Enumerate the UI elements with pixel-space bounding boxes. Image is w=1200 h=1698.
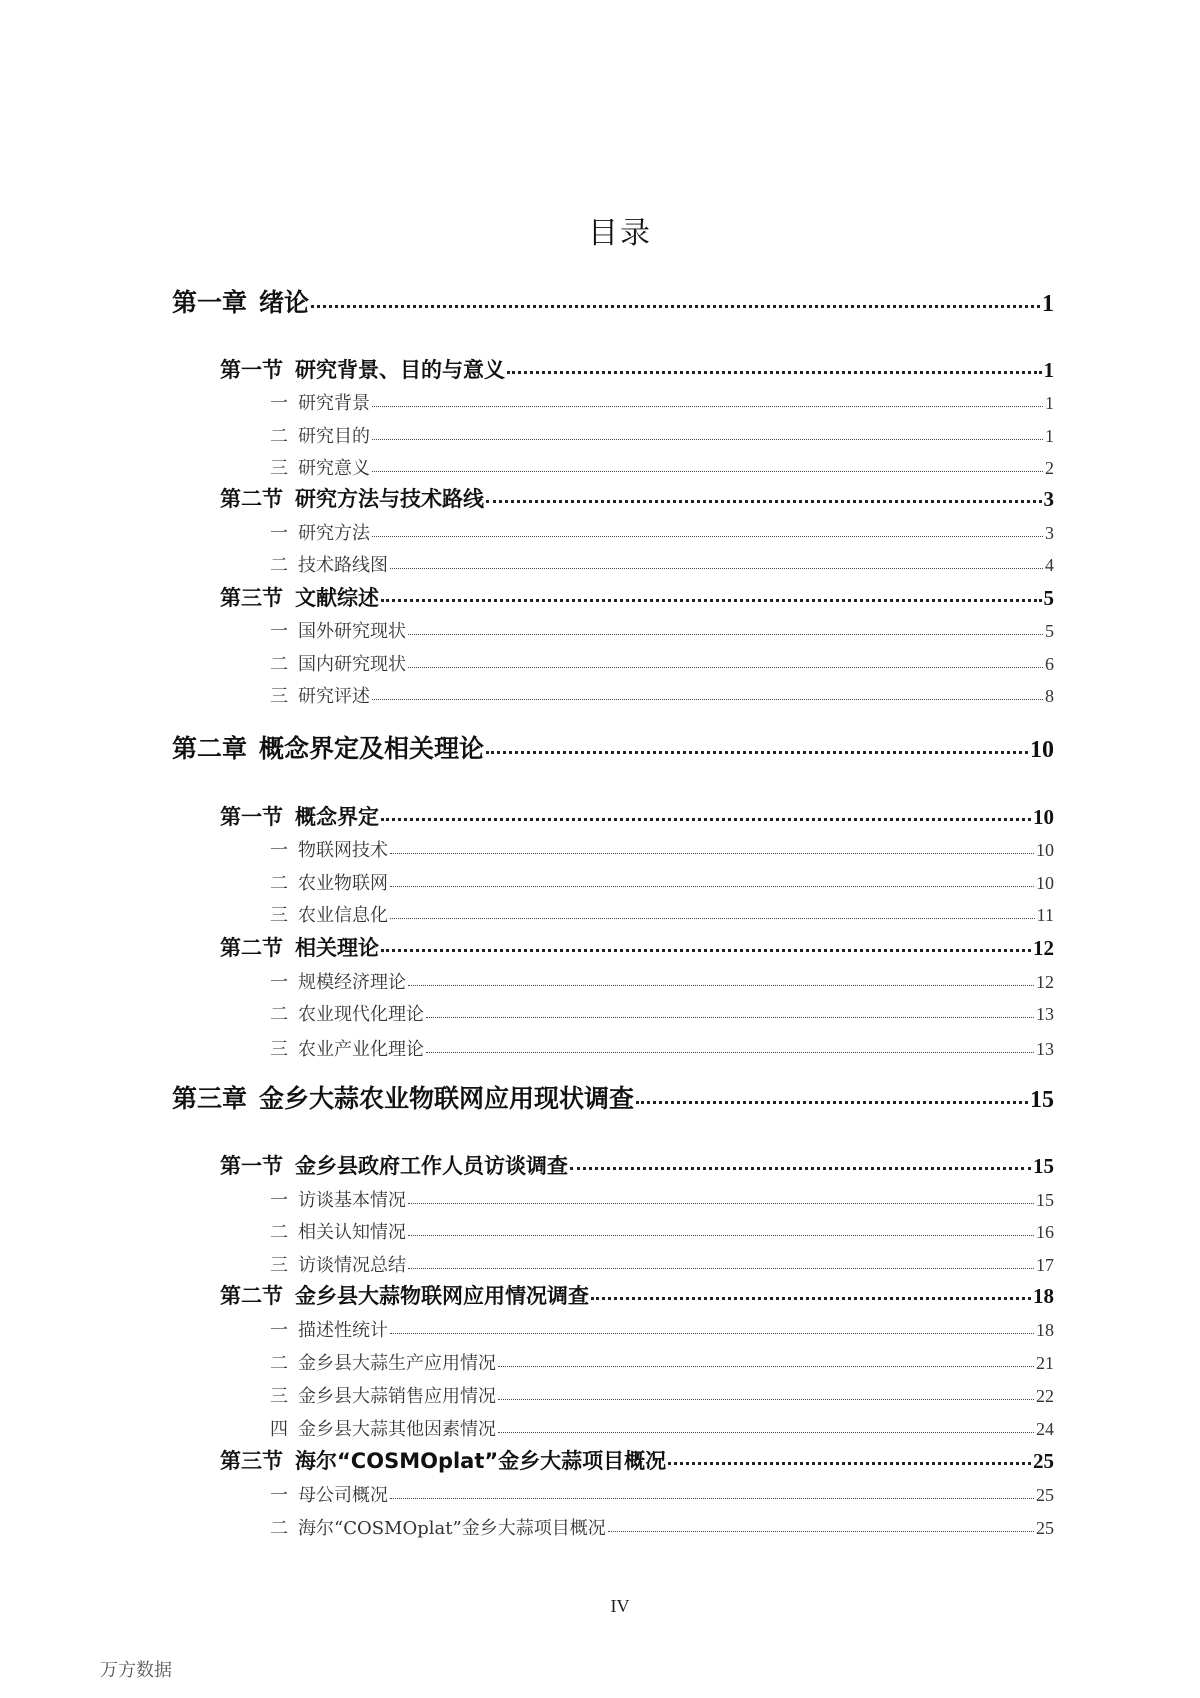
toc-entry-number: 一 (270, 972, 288, 993)
toc-entry-page-number[interactable]: 1 (1042, 291, 1054, 317)
toc-entry-page-number[interactable]: 10 (1036, 840, 1054, 860)
toc-entry-section[interactable] (220, 1446, 1054, 1476)
toc-entry-section[interactable] (220, 355, 1054, 385)
toc-entry-page-number[interactable]: 3 (1043, 487, 1054, 511)
toc-entry-label (270, 423, 370, 451)
watermark-text: 万方数据 (100, 1660, 172, 1681)
toc-entry-page-number[interactable]: 8 (1045, 686, 1054, 706)
toc-entry-title[interactable]: 金乡县大蒜生产应用情况 (298, 1353, 496, 1374)
dot-leader (390, 838, 1034, 856)
dot-leader (390, 1483, 1034, 1501)
toc-entry-label (220, 484, 484, 514)
toc-entry-number: 三 (270, 458, 288, 479)
toc-entry-sub[interactable] (270, 1035, 1054, 1064)
toc-entry-section[interactable] (220, 1281, 1054, 1311)
toc-entry-title[interactable]: 金乡县大蒜物联网应用情况调查 (295, 1284, 589, 1308)
toc-entry-sub[interactable] (270, 901, 1054, 930)
toc-entry-label (270, 902, 388, 930)
toc-entry-number: 第二节 (220, 487, 283, 511)
toc-entry-number: 三 (270, 1386, 288, 1407)
toc-entry-page-number[interactable]: 12 (1036, 972, 1054, 992)
toc-entry-label (220, 933, 379, 963)
dot-leader (390, 1318, 1034, 1336)
toc-entry-section[interactable] (220, 1151, 1054, 1181)
dot-leader (498, 1351, 1034, 1369)
toc-entry-page-number[interactable]: 4 (1045, 555, 1054, 575)
toc-entry-label (270, 837, 388, 865)
toc-entry-number: 一 (270, 1320, 288, 1341)
toc-entry-title[interactable]: 访谈基本情况 (298, 1190, 406, 1211)
toc-entry-page-number[interactable]: 25 (1033, 1449, 1054, 1473)
toc-entry-label (220, 802, 379, 832)
toc-entry-page-number[interactable]: 6 (1045, 654, 1054, 674)
toc-entry-page-number[interactable]: 13 (1036, 1039, 1054, 1059)
toc-entry-page-number[interactable]: 22 (1036, 1386, 1054, 1406)
toc-entry-label (220, 583, 379, 613)
toc-entry-title[interactable]: 研究背景、目的与意义 (295, 358, 505, 382)
toc-entry-label (270, 1515, 606, 1543)
toc-entry-label (172, 286, 309, 320)
toc-entry-sub[interactable] (270, 422, 1054, 451)
toc-entry-number: 第二章 (172, 734, 248, 763)
toc-entry-sub[interactable] (270, 682, 1054, 711)
dot-leader (408, 619, 1043, 637)
toc-entry-label (270, 1187, 406, 1215)
toc-entry-number: 第二节 (220, 1284, 283, 1308)
toc-entry-number: 二 (270, 1222, 288, 1243)
dot-leader (372, 391, 1043, 409)
toc-entry-page-number[interactable]: 10 (1030, 737, 1054, 763)
toc-entry-title[interactable]: 农业现代化理论 (298, 1004, 424, 1025)
toc-entry-page-number[interactable]: 18 (1033, 1284, 1054, 1308)
toc-entry-page-number[interactable]: 24 (1036, 1419, 1054, 1439)
toc-entry-page-number[interactable]: 25 (1036, 1485, 1054, 1505)
toc-entry-title[interactable]: 农业物联网 (298, 873, 388, 894)
toc-entry-label (172, 732, 484, 766)
toc-entry-number: 二 (270, 1353, 288, 1374)
toc-entry-title[interactable]: 研究评述 (298, 686, 370, 707)
toc-entry-number: 一 (270, 1190, 288, 1211)
toc-entry-number: 二 (270, 654, 288, 675)
toc-entry-title[interactable]: 研究方法 (298, 523, 370, 544)
toc-entry-sub[interactable] (270, 519, 1054, 548)
toc-entry-number: 第三节 (220, 586, 283, 610)
dot-leader (390, 903, 1035, 921)
toc-entry-label (220, 1446, 666, 1476)
toc-entry-sub[interactable] (270, 1000, 1054, 1029)
toc-entry-title[interactable]: 金乡县大蒜其他因素情况 (298, 1419, 496, 1440)
dot-leader (381, 803, 1031, 824)
toc-entry-sub[interactable] (270, 1218, 1054, 1247)
dot-leader (608, 1516, 1034, 1534)
toc-entry-label (220, 1281, 589, 1311)
toc-entry-sub[interactable] (270, 836, 1054, 865)
dot-leader (426, 1002, 1034, 1020)
toc-entry-page-number[interactable]: 12 (1033, 936, 1054, 960)
toc-entry-label (270, 1383, 496, 1411)
toc-entry-number: 一 (270, 523, 288, 544)
dot-leader (372, 456, 1043, 474)
toc-entry-number: 第三章 (172, 1084, 248, 1113)
dot-leader (408, 1253, 1034, 1271)
toc-entry-title[interactable]: 绪论 (259, 288, 310, 317)
toc-entry-title[interactable]: 金乡大蒜农业物联网应用现状调查 (259, 1084, 635, 1113)
toc-entry-title[interactable]: 母公司概况 (298, 1485, 388, 1506)
dot-leader (372, 521, 1043, 539)
toc-entry-label (270, 618, 406, 646)
dot-leader (591, 1282, 1031, 1303)
toc-entry-number: 二 (270, 873, 288, 894)
toc-entry-sub[interactable] (270, 650, 1054, 679)
toc-entry-page-number[interactable]: 1 (1045, 426, 1054, 446)
toc-entry-page-number[interactable]: 1 (1043, 358, 1054, 382)
toc-entry-chapter[interactable] (172, 286, 1054, 321)
toc-entry-chapter[interactable] (172, 732, 1054, 767)
toc-entry-number: 第一章 (172, 288, 248, 317)
toc-entry-label (270, 520, 370, 548)
toc-entry-number: 二 (270, 555, 288, 576)
toc-entry-section[interactable] (220, 802, 1054, 832)
dot-leader (311, 286, 1040, 311)
dot-leader (381, 584, 1042, 605)
toc-entry-page-number[interactable]: 10 (1036, 873, 1054, 893)
toc-entry-title[interactable]: 描述性统计 (298, 1320, 388, 1341)
page-number: IV (610, 1596, 630, 1616)
dot-leader (507, 356, 1042, 377)
toc-entry-page-number[interactable]: 15 (1030, 1087, 1054, 1113)
toc-entry-page-number[interactable]: 10 (1033, 805, 1054, 829)
toc-entry-page-number[interactable]: 5 (1043, 586, 1054, 610)
toc-entry-label (270, 1482, 388, 1510)
toc-entry-page-number[interactable]: 5 (1045, 621, 1054, 641)
toc-entry-number: 二 (270, 426, 288, 447)
toc-entry-title[interactable]: 物联网技术 (298, 840, 388, 861)
toc-entry-title[interactable]: 研究背景 (298, 393, 370, 414)
toc-entry-page-number[interactable]: 15 (1033, 1154, 1054, 1178)
toc-entry-section[interactable] (220, 583, 1054, 613)
dot-leader (636, 1082, 1028, 1107)
toc-entry-label (270, 1001, 424, 1029)
toc-entry-title[interactable]: 文献综述 (295, 586, 379, 610)
toc-entry-title[interactable]: 研究目的 (298, 426, 370, 447)
toc-entry-sub[interactable] (270, 869, 1054, 898)
toc-entry-title[interactable]: 研究意义 (298, 458, 370, 479)
dot-leader (426, 1037, 1034, 1055)
dot-leader (486, 485, 1042, 506)
toc-entry-page-number[interactable]: 17 (1036, 1255, 1054, 1275)
toc-entry-number: 三 (270, 686, 288, 707)
toc-entry-number: 一 (270, 1485, 288, 1506)
toc-entry-label (270, 552, 388, 580)
toc-entry-label (270, 1350, 496, 1378)
toc-entry-label (270, 1416, 496, 1444)
toc-entry-number: 第二节 (220, 936, 283, 960)
toc-entry-page-number[interactable]: 15 (1036, 1190, 1054, 1210)
toc-entry-sub[interactable] (270, 1316, 1054, 1345)
toc-entry-section[interactable] (220, 933, 1054, 963)
toc-entry-title[interactable]: 访谈情况总结 (298, 1255, 406, 1276)
toc-entry-title[interactable]: 概念界定 (295, 805, 379, 829)
toc-entry-sub[interactable] (270, 1349, 1054, 1378)
toc-entry-number: 第一节 (220, 1154, 283, 1178)
toc-entry-number: 三 (270, 1039, 288, 1060)
toc-entry-title[interactable]: 技术路线图 (298, 555, 388, 576)
dot-leader (408, 1220, 1034, 1238)
toc-entry-sub[interactable] (270, 1382, 1054, 1411)
toc-entry-page-number[interactable]: 3 (1045, 523, 1054, 543)
toc-entry-title[interactable]: 相关认知情况 (298, 1222, 406, 1243)
toc-entry-title[interactable]: 海尔“COSMOplat”金乡大蒜项目概况 (298, 1518, 606, 1539)
toc-entry-number: 第一节 (220, 805, 283, 829)
toc-entry-sub[interactable] (270, 617, 1054, 646)
dot-leader (390, 553, 1043, 571)
page-title: 目录 (588, 216, 652, 251)
toc-entry-label (270, 969, 406, 997)
toc-entry-title[interactable]: 金乡县大蒜销售应用情况 (298, 1386, 496, 1407)
toc-entry-title[interactable]: 研究方法与技术路线 (295, 487, 484, 511)
toc-entry-page-number[interactable]: 13 (1036, 1004, 1054, 1024)
dot-leader (381, 934, 1031, 955)
toc-entry-section[interactable] (220, 484, 1054, 514)
toc-entry-title[interactable]: 农业信息化 (298, 905, 388, 926)
toc-entry-sub[interactable] (270, 454, 1054, 483)
dot-leader (408, 1188, 1034, 1206)
dot-leader (408, 652, 1043, 670)
toc-entry-sub[interactable] (270, 968, 1054, 997)
toc-entry-label (220, 355, 505, 385)
toc-entry-chapter[interactable] (172, 1082, 1054, 1117)
toc-entry-number: 一 (270, 621, 288, 642)
dot-leader (372, 684, 1043, 702)
toc-entry-label (270, 1036, 424, 1064)
dot-leader (668, 1447, 1031, 1468)
toc-entry-number: 二 (270, 1518, 288, 1539)
toc-entry-label (270, 390, 370, 418)
toc-entry-sub[interactable] (270, 1186, 1054, 1215)
toc-entry-sub[interactable] (270, 1415, 1054, 1444)
toc-entry-label (270, 1252, 406, 1280)
toc-entry-label (270, 683, 370, 711)
toc-entry-title[interactable]: 金乡县政府工作人员访谈调查 (295, 1154, 568, 1178)
toc-entry-page-number[interactable]: 1 (1045, 393, 1054, 413)
toc-entry-page-number[interactable]: 2 (1045, 458, 1054, 478)
dot-leader (390, 871, 1034, 889)
dot-leader (372, 424, 1043, 442)
dot-leader (570, 1152, 1031, 1173)
toc-entry-number: 第三节 (220, 1449, 283, 1473)
toc-entry-number: 第一节 (220, 358, 283, 382)
toc-entry-page-number[interactable]: 11 (1036, 905, 1054, 925)
toc-entry-sub[interactable] (270, 1251, 1054, 1280)
toc-entry-label (270, 1219, 406, 1247)
toc-entry-label (270, 455, 370, 483)
toc-entry-number: 三 (270, 1255, 288, 1276)
toc-entry-number: 一 (270, 393, 288, 414)
toc-entry-number: 三 (270, 905, 288, 926)
toc-entry-title[interactable]: 规模经济理论 (298, 972, 406, 993)
toc-entry-title[interactable]: 农业产业化理论 (298, 1039, 424, 1060)
toc-entry-number: 四 (270, 1419, 288, 1440)
dot-leader (498, 1417, 1034, 1435)
toc-entry-page-number[interactable]: 16 (1036, 1222, 1054, 1242)
toc-entry-title[interactable]: 海尔“COSMOplat”金乡大蒜项目概况 (295, 1449, 667, 1473)
dot-leader (486, 732, 1028, 757)
toc-entry-number: 二 (270, 1004, 288, 1025)
toc-entry-title[interactable]: 国外研究现状 (298, 621, 406, 642)
toc-entry-page-number[interactable]: 21 (1036, 1353, 1054, 1373)
toc-entry-title[interactable]: 相关理论 (295, 936, 379, 960)
toc-entry-page-number[interactable]: 25 (1036, 1518, 1054, 1538)
toc-entry-page-number[interactable]: 18 (1036, 1320, 1054, 1340)
toc-entry-title[interactable]: 概念界定及相关理论 (259, 734, 485, 763)
toc-entry-label (220, 1151, 568, 1181)
toc-entry-label (270, 870, 388, 898)
dot-leader (498, 1384, 1034, 1402)
toc-entry-title[interactable]: 国内研究现状 (298, 654, 406, 675)
toc-entry-sub[interactable] (270, 1481, 1054, 1510)
toc-entry-sub[interactable] (270, 1514, 1054, 1543)
dot-leader (408, 970, 1034, 988)
toc-entry-label (172, 1082, 634, 1116)
toc-entry-label (270, 651, 406, 679)
toc-entry-sub[interactable] (270, 551, 1054, 580)
toc-entry-sub[interactable] (270, 389, 1054, 418)
toc-entry-number: 一 (270, 840, 288, 861)
toc-entry-label (270, 1317, 388, 1345)
